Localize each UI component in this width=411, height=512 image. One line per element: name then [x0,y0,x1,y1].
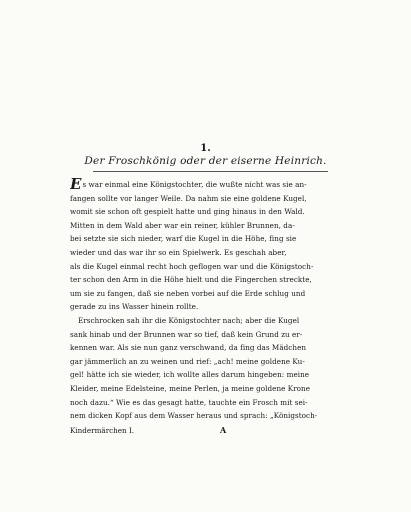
text-line: womit sie schon oft gespielt hatte und ging hinaus in den Wald. [70,207,305,217]
text-line: Mitten in dem Wald aber war ein reiner, kühler Brunnen, da- [70,220,295,230]
text-line: sank hinab und der Brunnen war so tief, daß kein Grund zu er- [70,329,303,339]
title-rule [93,171,328,172]
text-line: Erschrocken sah ihr die Königstochter nach; aber die Kugel [78,315,300,325]
text-line: nem dicken Kopf aus dem Wasser heraus und sprach: „Königstoch- [70,411,318,421]
text-line-content: s war einmal eine Königstochter, die wußte nicht was sie an- [82,180,307,189]
text-line [70,178,355,192]
footer-signature-mark: A [220,425,227,435]
text-line: als die Kugel einmal recht hoch geflogen war und die Königstoch- [70,261,314,271]
page-footer [70,426,355,438]
body-text [70,178,355,423]
text-line: bei setzte sie sich nieder, warf die Kugel in die Höhe, fing sie [70,234,297,244]
text-line: fangen sollte vor langer Weile. Da nahm sie eine goldene Kugel, [70,193,307,203]
text-line: um sie zu fangen, daß sie neben vorbei auf die Erde schlug und [70,288,306,298]
page-title: Der Froschkönig oder der eiserne Heinrich. [84,155,327,167]
text-line: wieder und das war ihr so ein Spielwerk. Es geschah aber, [70,247,287,257]
chapter-number: 1. [200,143,211,154]
text-line: gar jämmerlich an zu weinen und rief: „ach! meine goldene Ku- [70,356,305,366]
text-line: kennen war. Als sie nun ganz verschwand, da fing das Mädchen [70,343,307,353]
text-line: ter schon den Arm in die Höhe hielt und die Fingerchen streckte, [70,275,312,285]
drop-cap: E [70,178,82,192]
text-line: Kleider, meine Edelsteine, meine Perlen, ja meine goldene Krone [70,383,311,393]
text-line: gerade zu ins Wasser hinein rollte. [70,302,199,312]
footer-book-title: Kindermärchen I. [70,426,135,435]
text-line: noch dazu.“ Wie es das gesagt hatte, tauchte ein Frosch mit sei- [70,397,308,407]
text-line: gel! hätte ich sie wieder, ich wollte alles darum hingeben: meine [70,370,310,380]
